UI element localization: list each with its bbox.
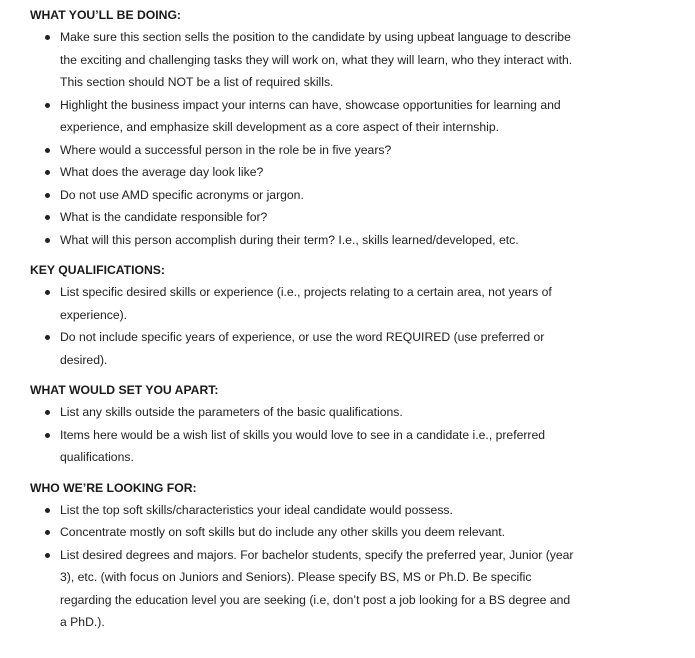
bullet-icon — [45, 35, 50, 40]
list-item-text: Highlight the business impact your interns can have, showcase opportunities for learning and experience, and emphasize skill development as a core aspect of their internship. — [60, 97, 561, 134]
bullet-icon — [45, 508, 50, 513]
section-who-were-looking-for — [30, 480, 695, 634]
list-item-text: List the top soft skills/characteristics your ideal candidate would possess. — [60, 502, 453, 517]
bullet-icon — [45, 433, 50, 438]
list-item — [30, 26, 580, 94]
section-heading: WHAT WOULD SET YOU APART: — [30, 383, 219, 397]
list-item — [30, 161, 580, 184]
list-item — [30, 424, 580, 469]
bullet-list — [30, 26, 695, 251]
section-heading: KEY QUALIFICATIONS: — [30, 263, 165, 277]
list-item — [30, 544, 580, 634]
bullet-icon — [45, 410, 50, 415]
list-item-text: What does the average day look like? — [60, 165, 264, 179]
list-item-text: Do not include specific years of experience, or use the word REQUIRED (use preferred or desired). — [60, 330, 545, 367]
list-item-text: List any skills outside the parameters of the basic qualifications. — [60, 405, 403, 419]
section-heading: WHAT YOU’LL BE DOING: — [30, 8, 181, 22]
list-item-text: Where would a successful person in the role be in five years? — [60, 142, 392, 157]
section-key-qualifications — [30, 262, 695, 371]
list-item — [30, 326, 580, 371]
list-item-text: Make sure this section sells the position to the candidate by using upbeat language to describe the exciting and challenging tasks they will work on, what they will learn, who they interact with. This section should NOT be a list of required skills. — [60, 30, 573, 89]
list-item-text: What will this person accomplish during their term? I.e., skills learned/developed, etc. — [60, 232, 519, 247]
list-item-text: List specific desired skills or experience (i.e., projects relating to a certain area, not years of experience). — [60, 285, 552, 322]
list-item — [30, 94, 580, 139]
list-item-text: Concentrate mostly on soft skills but do include any other skills you deem relevant. — [60, 525, 506, 539]
list-item-text: What is the candidate responsible for? — [60, 210, 268, 224]
bullet-list — [30, 401, 695, 469]
bullet-icon — [45, 215, 50, 220]
bullet-icon — [45, 553, 50, 558]
section-heading: WHO WE’RE LOOKING FOR: — [30, 480, 197, 495]
list-item — [30, 184, 580, 207]
bullet-icon — [45, 170, 50, 175]
bullet-icon — [45, 103, 50, 108]
list-item — [30, 229, 580, 252]
bullet-icon — [45, 193, 50, 198]
section-what-would-set-you-apart — [30, 382, 695, 469]
list-item — [30, 401, 580, 424]
bullet-icon — [45, 148, 50, 153]
bullet-icon — [45, 290, 50, 295]
list-item — [30, 139, 580, 162]
bullet-list — [30, 281, 695, 371]
list-item — [30, 521, 580, 544]
list-item — [30, 281, 580, 326]
list-item-text: List desired degrees and majors. For bachelor students, specify the preferred year, Junior (year 3), etc. (with focus on Juniors and Seniors). Please specify BS, MS or Ph.D. Be specific regarding the education level you are seeking (i.e, don’t post a job looking for a BS degree and a PhD.). — [60, 547, 574, 629]
bullet-icon — [45, 335, 50, 340]
list-item — [30, 499, 580, 522]
list-item-text: Do not use AMD specific acronyms or jargon. — [60, 187, 304, 202]
list-item-text: Items here would be a wish list of skills you would love to see in a candidate i.e., preferred qualifications. — [60, 427, 546, 464]
bullet-list — [30, 499, 695, 634]
bullet-icon — [45, 238, 50, 243]
list-item — [30, 206, 580, 229]
bullet-icon — [45, 530, 50, 535]
section-what-youll-be-doing — [30, 7, 695, 251]
